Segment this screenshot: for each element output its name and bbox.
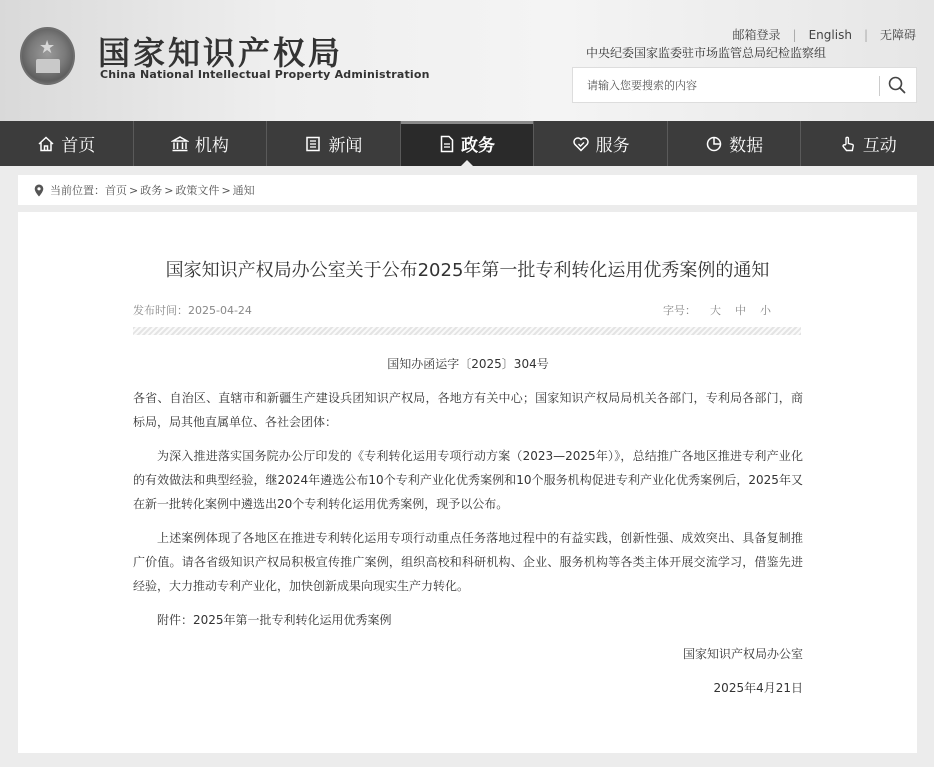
nav-item-label: 机构 [194,136,229,156]
star-icon: ★ [39,37,56,58]
english-link[interactable]: English [808,27,852,42]
document-number: 国知办函运字〔2025〕304号 [387,357,549,371]
publish-date [133,302,252,318]
nav-item-services[interactable] [534,121,668,166]
document-icon [439,135,455,153]
nav-item-government-affairs[interactable] [401,121,535,166]
mail-login-link[interactable]: 邮箱登录 [732,28,781,42]
nav-item-news[interactable] [267,121,401,166]
decorative-stripe [133,327,801,335]
supervision-text: 中央纪委国家监委驻市场监管总局纪检监察组 [585,46,826,60]
heart-check-icon [572,135,590,153]
national-emblem-icon[interactable] [20,27,75,85]
home-icon [37,135,55,153]
publish-date-value: 2025-04-24 [188,304,252,317]
gate-icon [36,59,60,73]
attachment-link[interactable]: 附件：2025年第一批专利转化运用优秀案例 [157,613,392,627]
site-name-en[interactable]: China National Intellectual Property Administration [100,68,430,81]
article-body [133,352,803,710]
accessibility-link[interactable]: 无障碍 [879,28,916,42]
font-size-large-button[interactable]: 大 [710,304,721,317]
nav-item-label: 政务 [461,136,496,156]
nav-item-interaction[interactable] [801,121,934,166]
site-name[interactable]: 国家知识产权局 [98,34,344,72]
nav-item-label: 新闻 [328,136,363,156]
top-links [721,26,916,43]
main-nav [0,121,934,166]
search-icon [888,76,906,94]
nav-item-home[interactable] [0,121,134,166]
breadcrumb-prefix: 当前位置： [50,184,105,197]
search-input[interactable] [573,68,878,102]
nav-item-organization[interactable] [134,121,268,166]
breadcrumb-government-affairs[interactable]: 政务 [140,184,163,197]
breadcrumb-notices[interactable]: 通知 [232,184,255,197]
building-icon [171,135,189,153]
addressee: 各省、自治区、直辖市和新疆生产建设兵团知识产权局，各地方有关中心；国家知识产权局局机关各部门，专利局各部门，商标局，局其他直属单位、各社会团体： [133,391,803,429]
nav-item-label: 数据 [729,136,764,156]
location-pin-icon [34,184,44,197]
breadcrumb-home[interactable]: 首页 [105,184,127,197]
signature: 国家知识产权局办公室 [682,647,803,661]
site-header [0,0,934,121]
sign-date: 2025年4月21日 [713,681,803,695]
divider: | [792,27,797,42]
breadcrumb-separator: > [164,183,174,197]
publish-date-label: 发布时间： [133,304,188,317]
nav-item-label: 服务 [595,136,630,156]
article-container [18,212,917,753]
breadcrumb [18,175,917,205]
breadcrumb-separator: > [221,183,231,197]
paragraph: 上述案例体现了各地区在推进专利转化运用专项行动重点任务落地过程中的有益实践，创新性强、成效突出、具备复制推广价值。请各省级知识产权局积极宣传推广案例，组织高校和科研机构、企业、服务机构等各类主体开展交流学习，借鉴先进经验，大力推动专利产业化，加快创新成果向现实生产力转化。 [133,531,803,593]
pie-chart-icon [705,135,723,153]
newspaper-icon [304,135,322,153]
font-size-controls [663,302,771,318]
breadcrumb-policy-documents[interactable]: 政策文件 [175,184,220,197]
paragraph: 为深入推进落实国务院办公厅印发的《专利转化运用专项行动方案（2023—2025年）》，总结推广各地区推进专利产业化的有效做法和典型经验，继2024年遴选公布10个专利产业化优秀案例和10个服务机构促进专利产业化优秀案例后，2025年又在新一批转化案例中遴选出20个专利转化运用优秀案例，现予以公布。 [133,449,803,511]
article-title: 国家知识产权局办公室关于公布2025年第一批专利转化运用优秀案例的通知 [165,260,770,281]
font-size-medium-button[interactable]: 中 [735,304,746,317]
hand-pointer-icon [839,135,857,153]
breadcrumb-separator: > [129,183,139,197]
nav-item-label: 首页 [61,136,96,156]
search-box [572,67,917,103]
font-size-label: 字号： [663,304,696,317]
font-size-small-button[interactable]: 小 [760,304,771,317]
divider: | [863,27,868,42]
nav-item-data[interactable] [668,121,802,166]
search-button[interactable] [878,68,916,102]
nav-item-label: 互动 [862,136,897,156]
